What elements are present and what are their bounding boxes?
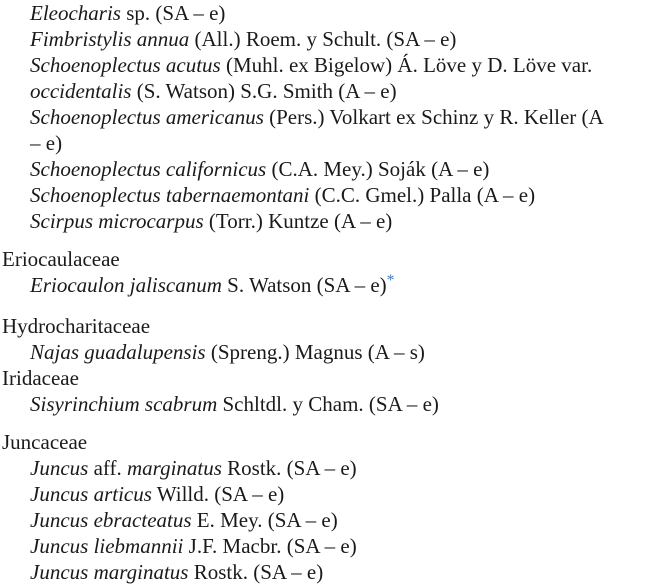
scientific-name-segment: marginatus [127, 456, 222, 480]
species-line [2, 130, 650, 156]
family-name [2, 313, 650, 339]
scientific-name-segment: Schoenoplectus tabernaemontani [30, 183, 310, 207]
text-segment: Rostk. (SA – e) [221, 456, 357, 480]
family-block [2, 246, 650, 301]
family-block [2, 429, 650, 585]
species-line [2, 0, 650, 26]
scientific-name-segment: Schoenoplectus americanus [30, 105, 264, 129]
scientific-name-segment: Schoenoplectus californicus [30, 157, 267, 181]
species-line [2, 156, 650, 182]
text-segment: Hydrocharitaceae [2, 314, 151, 338]
scientific-name-segment: Juncus articus [30, 482, 152, 506]
scientific-name-segment: Eleocharis [30, 1, 121, 25]
species-line [2, 391, 650, 417]
text-segment: Rostk. (SA – e) [188, 560, 324, 584]
scientific-name-segment: Scirpus microcarpus [30, 209, 204, 233]
text-segment: Schltdl. y Cham. (SA – e) [217, 392, 439, 416]
text-segment: Juncaceae [2, 430, 88, 454]
species-line [2, 559, 650, 585]
scientific-name-segment: Schoenoplectus acutus [30, 53, 221, 77]
scientific-name-segment: Najas guadalupensis [30, 340, 206, 364]
family-name [2, 429, 650, 455]
text-segment: (S. Watson) S.G. Smith (A – e) [131, 79, 397, 103]
species-line [2, 272, 650, 301]
scientific-name-segment: Juncus [30, 456, 89, 480]
species-line [2, 533, 650, 559]
family-block [2, 313, 650, 417]
scientific-name-segment: Fimbristylis annua [30, 27, 190, 51]
scientific-name-segment: Juncus ebracteatus [30, 508, 192, 532]
species-line [2, 507, 650, 533]
species-line [2, 339, 650, 365]
text-segment: Eriocaulaceae [2, 247, 120, 271]
scientific-name-segment: Eriocaulon jaliscanum [30, 273, 222, 297]
species-line [2, 104, 650, 130]
scientific-name-segment: Sisyrinchium scabrum [30, 392, 218, 416]
scientific-name-segment: occidentalis [30, 79, 132, 103]
text-segment: (Torr.) Kuntze (A – e) [203, 209, 393, 233]
family-name [2, 365, 650, 391]
text-segment: Willd. (SA – e) [151, 482, 285, 506]
species-line [2, 52, 650, 78]
text-segment: E. Mey. (SA – e) [191, 508, 338, 532]
species-line [2, 208, 650, 234]
text-segment: (Spreng.) Magnus (A – s) [205, 340, 425, 364]
text-segment: S. Watson (SA – e) [221, 273, 387, 297]
species-line [2, 78, 650, 104]
text-segment: (Muhl. ex Bigelow) Á. Löve y D. Löve var. [220, 53, 593, 77]
scientific-name-segment: Juncus liebmannii [30, 534, 184, 558]
species-line [2, 182, 650, 208]
text-segment: (C.C. Gmel.) Palla (A – e) [309, 183, 536, 207]
text-segment: Iridaceae [2, 366, 79, 390]
species-list [2, 0, 650, 585]
endemic-asterisk: * [386, 272, 395, 290]
text-segment: aff. [88, 456, 128, 480]
text-segment: J.F. Macbr. (SA – e) [183, 534, 357, 558]
family-name [2, 246, 650, 272]
scientific-name-segment: Juncus marginatus [30, 560, 189, 584]
species-line [2, 26, 650, 52]
family-block [2, 0, 650, 234]
text-segment: (Pers.) Volkart ex Schinz y R. Keller (A [263, 105, 604, 129]
text-segment: (C.A. Mey.) Soják (A – e) [266, 157, 490, 181]
text-segment: sp. (SA – e) [120, 1, 226, 25]
species-line [2, 455, 650, 481]
text-segment: (All.) Roem. y Schult. (SA – e) [189, 27, 457, 51]
text-segment: – e) [30, 131, 63, 155]
species-line [2, 481, 650, 507]
